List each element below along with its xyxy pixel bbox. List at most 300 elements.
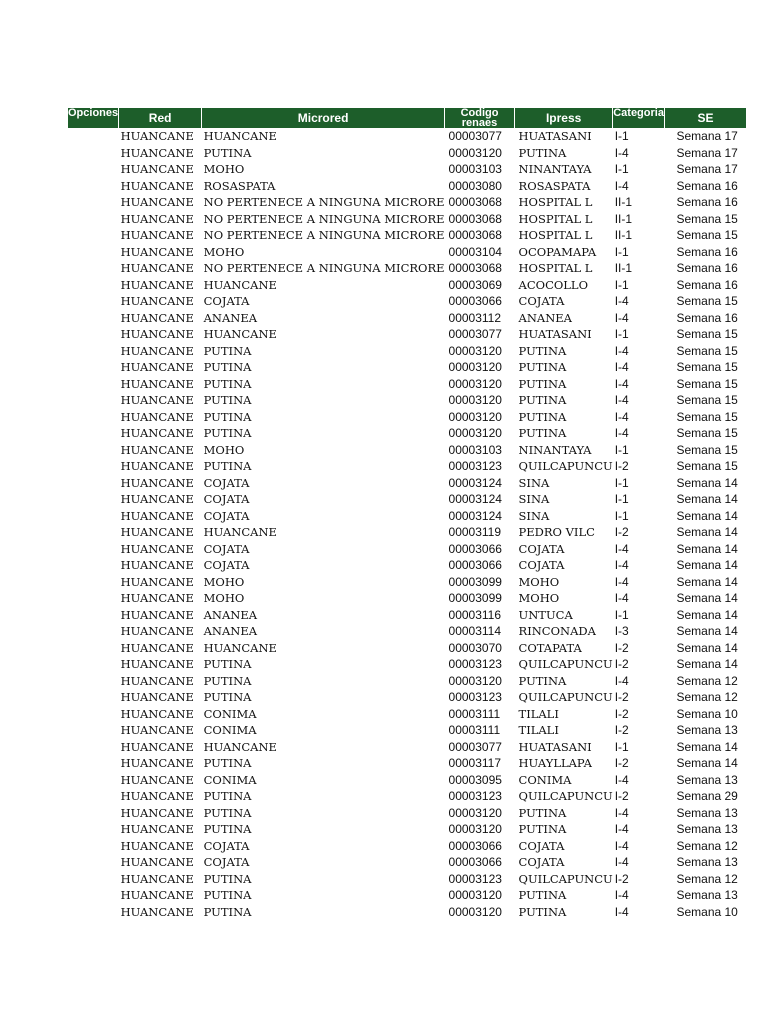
cell-microred[interactable]: PUTINA — [203, 409, 252, 424]
cell-categoria[interactable]: I-4 — [614, 310, 629, 325]
cell-categoria[interactable]: I-1 — [614, 327, 629, 342]
cell-codigo-renaes[interactable]: 00003124 — [448, 475, 502, 490]
cell-codigo-renaes[interactable]: 00003116 — [448, 607, 502, 622]
cell-categoria[interactable]: I-4 — [614, 558, 629, 573]
cell-categoria[interactable]: I-4 — [614, 822, 629, 837]
cell-microred[interactable]: COJATA — [203, 294, 250, 309]
cell-categoria[interactable]: II-1 — [614, 228, 633, 243]
cell-ipress[interactable]: HOSPITAL L — [518, 261, 593, 276]
cell-categoria[interactable]: I-4 — [614, 805, 629, 820]
cell-ipress[interactable]: TILALI — [518, 723, 559, 738]
cell-opciones[interactable] — [68, 788, 119, 805]
cell-se[interactable]: Semana 14 — [676, 756, 738, 771]
cell-microred[interactable]: PUTINA — [203, 393, 252, 408]
cell-microred[interactable]: PUTINA — [203, 673, 252, 688]
cell-ipress[interactable]: SINA — [518, 475, 550, 490]
cell-ipress[interactable]: PUTINA — [518, 904, 567, 919]
cell-red[interactable]: HUANCANE — [120, 310, 194, 325]
cell-codigo-renaes[interactable]: 00003077 — [448, 129, 502, 144]
cell-red[interactable]: HUANCANE — [120, 789, 194, 804]
cell-ipress[interactable]: MOHO — [518, 591, 560, 606]
cell-red[interactable]: HUANCANE — [120, 442, 194, 457]
cell-opciones[interactable] — [68, 772, 119, 789]
cell-red[interactable]: HUANCANE — [120, 178, 194, 193]
cell-microred[interactable]: HUANCANE — [203, 277, 277, 292]
cell-ipress[interactable]: PUTINA — [518, 409, 567, 424]
cell-opciones[interactable] — [68, 376, 119, 393]
cell-codigo-renaes[interactable]: 00003103 — [448, 162, 502, 177]
cell-se[interactable]: Semana 16 — [676, 310, 738, 325]
cell-ipress[interactable]: PUTINA — [518, 376, 567, 391]
cell-microred[interactable]: CONIMA — [203, 772, 257, 787]
cell-categoria[interactable]: I-4 — [614, 855, 629, 870]
cell-se[interactable]: Semana 14 — [676, 624, 738, 639]
cell-opciones[interactable] — [68, 854, 119, 871]
cell-se[interactable]: Semana 15 — [676, 393, 738, 408]
cell-codigo-renaes[interactable]: 00003120 — [448, 393, 502, 408]
cell-codigo-renaes[interactable]: 00003103 — [448, 442, 502, 457]
cell-codigo-renaes[interactable]: 00003066 — [448, 558, 502, 573]
cell-microred[interactable]: ROSASPATA — [203, 178, 276, 193]
cell-se[interactable]: Semana 14 — [676, 492, 738, 507]
cell-opciones[interactable] — [68, 871, 119, 888]
cell-red[interactable]: HUANCANE — [120, 459, 194, 474]
header-categoria[interactable]: Categoria — [613, 108, 665, 128]
cell-se[interactable]: Semana 15 — [676, 228, 738, 243]
cell-codigo-renaes[interactable]: 00003066 — [448, 838, 502, 853]
cell-se[interactable]: Semana 15 — [676, 459, 738, 474]
cell-ipress[interactable]: QUILCAPUNCU — [518, 657, 613, 672]
cell-ipress[interactable]: COJATA — [518, 855, 565, 870]
cell-codigo-renaes[interactable]: 00003068 — [448, 228, 502, 243]
cell-codigo-renaes[interactable]: 00003080 — [448, 178, 502, 193]
cell-ipress[interactable]: HOSPITAL L — [518, 195, 593, 210]
cell-opciones[interactable] — [68, 194, 119, 211]
cell-opciones[interactable] — [68, 128, 119, 145]
cell-ipress[interactable]: HUATASANI — [518, 739, 592, 754]
cell-microred[interactable]: ANANEA — [203, 624, 258, 639]
cell-codigo-renaes[interactable]: 00003120 — [448, 426, 502, 441]
cell-ipress[interactable]: RINCONADA — [518, 624, 596, 639]
cell-ipress[interactable]: OCOPAMAPA — [518, 244, 597, 259]
cell-red[interactable]: HUANCANE — [120, 145, 194, 160]
cell-se[interactable]: Semana 15 — [676, 360, 738, 375]
cell-se[interactable]: Semana 13 — [676, 723, 738, 738]
cell-categoria[interactable]: I-4 — [614, 145, 629, 160]
cell-ipress[interactable]: PUTINA — [518, 360, 567, 375]
cell-red[interactable]: HUANCANE — [120, 607, 194, 622]
cell-codigo-renaes[interactable]: 00003066 — [448, 541, 502, 556]
cell-categoria[interactable]: I-4 — [614, 409, 629, 424]
cell-red[interactable]: HUANCANE — [120, 277, 194, 292]
cell-microred[interactable]: NO PERTENECE A NINGUNA MICRORE — [203, 261, 445, 276]
cell-ipress[interactable]: PUTINA — [518, 805, 567, 820]
cell-codigo-renaes[interactable]: 00003120 — [448, 376, 502, 391]
cell-se[interactable]: Semana 12 — [676, 690, 738, 705]
header-codigo-renaes[interactable]: Codigo renaes — [445, 108, 515, 128]
cell-se[interactable]: Semana 15 — [676, 294, 738, 309]
cell-microred[interactable]: PUTINA — [203, 145, 252, 160]
cell-red[interactable]: HUANCANE — [120, 805, 194, 820]
cell-categoria[interactable]: I-1 — [614, 492, 629, 507]
header-red[interactable]: Red — [119, 108, 202, 128]
cell-codigo-renaes[interactable]: 00003123 — [448, 657, 502, 672]
cell-red[interactable]: HUANCANE — [120, 756, 194, 771]
cell-microred[interactable]: NO PERTENECE A NINGUNA MICRORE — [203, 195, 445, 210]
cell-opciones[interactable] — [68, 508, 119, 525]
cell-ipress[interactable]: PUTINA — [518, 145, 567, 160]
cell-se[interactable]: Semana 10 — [676, 904, 738, 919]
cell-se[interactable]: Semana 15 — [676, 343, 738, 358]
cell-ipress[interactable]: UNTUCA — [518, 607, 573, 622]
cell-red[interactable]: HUANCANE — [120, 574, 194, 589]
cell-opciones[interactable] — [68, 293, 119, 310]
cell-red[interactable]: HUANCANE — [120, 690, 194, 705]
cell-microred[interactable]: HUANCANE — [203, 129, 277, 144]
cell-microred[interactable]: MOHO — [203, 162, 245, 177]
cell-ipress[interactable]: COJATA — [518, 294, 565, 309]
cell-red[interactable]: HUANCANE — [120, 244, 194, 259]
cell-se[interactable]: Semana 14 — [676, 640, 738, 655]
cell-opciones[interactable] — [68, 326, 119, 343]
cell-microred[interactable]: COJATA — [203, 558, 250, 573]
cell-se[interactable]: Semana 12 — [676, 838, 738, 853]
cell-ipress[interactable]: QUILCAPUNCU — [518, 690, 613, 705]
cell-categoria[interactable]: I-4 — [614, 294, 629, 309]
cell-red[interactable]: HUANCANE — [120, 409, 194, 424]
cell-se[interactable]: Semana 17 — [676, 162, 738, 177]
cell-codigo-renaes[interactable]: 00003120 — [448, 904, 502, 919]
cell-opciones[interactable] — [68, 491, 119, 508]
cell-se[interactable]: Semana 15 — [676, 376, 738, 391]
header-microred[interactable]: Microred — [202, 108, 445, 128]
cell-red[interactable]: HUANCANE — [120, 871, 194, 886]
cell-categoria[interactable]: I-2 — [614, 756, 629, 771]
cell-se[interactable]: Semana 12 — [676, 871, 738, 886]
cell-microred[interactable]: PUTINA — [203, 871, 252, 886]
cell-red[interactable]: HUANCANE — [120, 294, 194, 309]
cell-opciones[interactable] — [68, 689, 119, 706]
cell-ipress[interactable]: QUILCAPUNCU — [518, 789, 613, 804]
cell-ipress[interactable]: HOSPITAL L — [518, 211, 593, 226]
cell-opciones[interactable] — [68, 821, 119, 838]
header-se[interactable]: SE — [664, 108, 746, 128]
cell-codigo-renaes[interactable]: 00003124 — [448, 508, 502, 523]
cell-opciones[interactable] — [68, 359, 119, 376]
cell-categoria[interactable]: I-4 — [614, 541, 629, 556]
cell-red[interactable]: HUANCANE — [120, 855, 194, 870]
cell-codigo-renaes[interactable]: 00003077 — [448, 739, 502, 754]
cell-microred[interactable]: ANANEA — [203, 607, 258, 622]
cell-red[interactable]: HUANCANE — [120, 525, 194, 540]
cell-codigo-renaes[interactable]: 00003120 — [448, 888, 502, 903]
cell-red[interactable]: HUANCANE — [120, 640, 194, 655]
cell-codigo-renaes[interactable]: 00003066 — [448, 294, 502, 309]
cell-categoria[interactable]: I-1 — [614, 508, 629, 523]
cell-se[interactable]: Semana 16 — [676, 277, 738, 292]
cell-red[interactable]: HUANCANE — [120, 195, 194, 210]
cell-opciones[interactable] — [68, 392, 119, 409]
cell-opciones[interactable] — [68, 904, 119, 921]
cell-categoria[interactable]: I-4 — [614, 393, 629, 408]
cell-codigo-renaes[interactable]: 00003120 — [448, 673, 502, 688]
cell-red[interactable]: HUANCANE — [120, 376, 194, 391]
cell-microred[interactable]: PUTINA — [203, 657, 252, 672]
cell-categoria[interactable]: I-4 — [614, 360, 629, 375]
cell-opciones[interactable] — [68, 227, 119, 244]
cell-microred[interactable]: PUTINA — [203, 756, 252, 771]
cell-microred[interactable]: PUTINA — [203, 822, 252, 837]
cell-microred[interactable]: HUANCANE — [203, 525, 277, 540]
cell-categoria[interactable]: I-1 — [614, 739, 629, 754]
cell-categoria[interactable]: I-4 — [614, 376, 629, 391]
cell-microred[interactable]: PUTINA — [203, 904, 252, 919]
cell-se[interactable]: Semana 29 — [676, 789, 738, 804]
cell-red[interactable]: HUANCANE — [120, 591, 194, 606]
cell-opciones[interactable] — [68, 887, 119, 904]
cell-codigo-renaes[interactable]: 00003070 — [448, 640, 502, 655]
cell-ipress[interactable]: COJATA — [518, 558, 565, 573]
cell-opciones[interactable] — [68, 178, 119, 195]
header-ipress[interactable]: Ipress — [515, 108, 613, 128]
cell-codigo-renaes[interactable]: 00003066 — [448, 855, 502, 870]
cell-red[interactable]: HUANCANE — [120, 162, 194, 177]
cell-opciones[interactable] — [68, 706, 119, 723]
cell-opciones[interactable] — [68, 211, 119, 228]
cell-categoria[interactable]: I-1 — [614, 129, 629, 144]
cell-opciones[interactable] — [68, 458, 119, 475]
cell-red[interactable]: HUANCANE — [120, 624, 194, 639]
cell-opciones[interactable] — [68, 425, 119, 442]
cell-microred[interactable]: NO PERTENECE A NINGUNA MICRORE — [203, 228, 445, 243]
cell-opciones[interactable] — [68, 244, 119, 261]
cell-categoria[interactable]: II-1 — [614, 211, 633, 226]
cell-ipress[interactable]: NINANTAYA — [518, 162, 592, 177]
cell-red[interactable]: HUANCANE — [120, 508, 194, 523]
cell-codigo-renaes[interactable]: 00003099 — [448, 574, 502, 589]
cell-categoria[interactable]: I-4 — [614, 772, 629, 787]
cell-microred[interactable]: PUTINA — [203, 805, 252, 820]
cell-ipress[interactable]: HUAYLLAPA — [518, 756, 592, 771]
cell-categoria[interactable]: I-3 — [614, 624, 629, 639]
cell-microred[interactable]: COJATA — [203, 475, 250, 490]
cell-se[interactable]: Semana 17 — [676, 129, 738, 144]
cell-microred[interactable]: ANANEA — [203, 310, 258, 325]
cell-categoria[interactable]: I-2 — [614, 706, 629, 721]
cell-red[interactable]: HUANCANE — [120, 541, 194, 556]
cell-red[interactable]: HUANCANE — [120, 228, 194, 243]
cell-se[interactable]: Semana 14 — [676, 739, 738, 754]
cell-opciones[interactable] — [68, 640, 119, 657]
cell-red[interactable]: HUANCANE — [120, 706, 194, 721]
cell-se[interactable]: Semana 13 — [676, 855, 738, 870]
cell-categoria[interactable]: I-4 — [614, 574, 629, 589]
cell-ipress[interactable]: PUTINA — [518, 673, 567, 688]
cell-categoria[interactable]: I-2 — [614, 723, 629, 738]
cell-categoria[interactable]: I-1 — [614, 607, 629, 622]
cell-categoria[interactable]: I-1 — [614, 277, 629, 292]
cell-codigo-renaes[interactable]: 00003123 — [448, 789, 502, 804]
cell-se[interactable]: Semana 16 — [676, 261, 738, 276]
cell-ipress[interactable]: PUTINA — [518, 822, 567, 837]
cell-microred[interactable]: NO PERTENECE A NINGUNA MICRORE — [203, 211, 445, 226]
cell-codigo-renaes[interactable]: 00003111 — [448, 706, 501, 721]
cell-opciones[interactable] — [68, 623, 119, 640]
cell-red[interactable]: HUANCANE — [120, 343, 194, 358]
cell-codigo-renaes[interactable]: 00003120 — [448, 805, 502, 820]
cell-opciones[interactable] — [68, 574, 119, 591]
cell-categoria[interactable]: II-1 — [614, 195, 633, 210]
cell-red[interactable]: HUANCANE — [120, 772, 194, 787]
cell-microred[interactable]: PUTINA — [203, 343, 252, 358]
cell-ipress[interactable]: QUILCAPUNCU — [518, 459, 613, 474]
cell-red[interactable]: HUANCANE — [120, 673, 194, 688]
cell-categoria[interactable]: I-2 — [614, 525, 629, 540]
cell-codigo-renaes[interactable]: 00003123 — [448, 690, 502, 705]
cell-microred[interactable]: PUTINA — [203, 888, 252, 903]
cell-categoria[interactable]: I-4 — [614, 838, 629, 853]
cell-codigo-renaes[interactable]: 00003104 — [448, 244, 502, 259]
cell-ipress[interactable]: SINA — [518, 492, 550, 507]
cell-se[interactable]: Semana 15 — [676, 409, 738, 424]
cell-categoria[interactable]: I-4 — [614, 888, 629, 903]
cell-codigo-renaes[interactable]: 00003123 — [448, 459, 502, 474]
cell-red[interactable]: HUANCANE — [120, 426, 194, 441]
cell-categoria[interactable]: I-2 — [614, 459, 629, 474]
cell-opciones[interactable] — [68, 755, 119, 772]
cell-opciones[interactable] — [68, 409, 119, 426]
cell-red[interactable]: HUANCANE — [120, 492, 194, 507]
cell-se[interactable]: Semana 14 — [676, 525, 738, 540]
cell-ipress[interactable]: COTAPATA — [518, 640, 582, 655]
cell-se[interactable]: Semana 13 — [676, 888, 738, 903]
cell-red[interactable]: HUANCANE — [120, 838, 194, 853]
cell-microred[interactable]: MOHO — [203, 574, 245, 589]
cell-opciones[interactable] — [68, 722, 119, 739]
cell-ipress[interactable]: TILALI — [518, 706, 559, 721]
cell-ipress[interactable]: ACOCOLLO — [518, 277, 588, 292]
cell-ipress[interactable]: PUTINA — [518, 393, 567, 408]
cell-categoria[interactable]: I-4 — [614, 178, 629, 193]
cell-se[interactable]: Semana 14 — [676, 475, 738, 490]
cell-microred[interactable]: MOHO — [203, 591, 245, 606]
cell-se[interactable]: Semana 14 — [676, 541, 738, 556]
cell-microred[interactable]: COJATA — [203, 541, 250, 556]
cell-ipress[interactable]: HOSPITAL L — [518, 228, 593, 243]
cell-codigo-renaes[interactable]: 00003120 — [448, 409, 502, 424]
cell-codigo-renaes[interactable]: 00003077 — [448, 327, 502, 342]
cell-red[interactable]: HUANCANE — [120, 129, 194, 144]
cell-red[interactable]: HUANCANE — [120, 261, 194, 276]
cell-red[interactable]: HUANCANE — [120, 327, 194, 342]
cell-se[interactable]: Semana 14 — [676, 508, 738, 523]
cell-microred[interactable]: HUANCANE — [203, 739, 277, 754]
cell-se[interactable]: Semana 15 — [676, 426, 738, 441]
cell-se[interactable]: Semana 14 — [676, 558, 738, 573]
cell-se[interactable]: Semana 14 — [676, 657, 738, 672]
cell-ipress[interactable]: HUATASANI — [518, 327, 592, 342]
cell-microred[interactable]: PUTINA — [203, 426, 252, 441]
cell-red[interactable]: HUANCANE — [120, 475, 194, 490]
cell-red[interactable]: HUANCANE — [120, 822, 194, 837]
cell-opciones[interactable] — [68, 739, 119, 756]
cell-opciones[interactable] — [68, 607, 119, 624]
cell-opciones[interactable] — [68, 145, 119, 162]
cell-ipress[interactable]: ANANEA — [518, 310, 572, 325]
cell-se[interactable]: Semana 10 — [676, 706, 738, 721]
cell-microred[interactable]: PUTINA — [203, 690, 252, 705]
cell-ipress[interactable]: HUATASANI — [518, 129, 592, 144]
cell-microred[interactable]: PUTINA — [203, 459, 252, 474]
header-opciones[interactable]: Opciones — [68, 108, 119, 128]
cell-categoria[interactable]: I-1 — [614, 475, 629, 490]
cell-microred[interactable]: MOHO — [203, 442, 245, 457]
cell-categoria[interactable]: I-2 — [614, 640, 629, 655]
cell-ipress[interactable]: COJATA — [518, 838, 565, 853]
cell-red[interactable]: HUANCANE — [120, 723, 194, 738]
cell-se[interactable]: Semana 12 — [676, 673, 738, 688]
cell-opciones[interactable] — [68, 656, 119, 673]
cell-ipress[interactable]: PUTINA — [518, 343, 567, 358]
cell-microred[interactable]: CONIMA — [203, 706, 257, 721]
cell-codigo-renaes[interactable]: 00003123 — [448, 871, 502, 886]
cell-codigo-renaes[interactable]: 00003068 — [448, 211, 502, 226]
cell-codigo-renaes[interactable]: 00003069 — [448, 277, 502, 292]
cell-red[interactable]: HUANCANE — [120, 888, 194, 903]
cell-se[interactable]: Semana 13 — [676, 772, 738, 787]
cell-codigo-renaes[interactable]: 00003120 — [448, 822, 502, 837]
cell-categoria[interactable]: I-1 — [614, 162, 629, 177]
cell-microred[interactable]: COJATA — [203, 855, 250, 870]
cell-codigo-renaes[interactable]: 00003119 — [448, 525, 502, 540]
cell-se[interactable]: Semana 13 — [676, 822, 738, 837]
cell-red[interactable]: HUANCANE — [120, 393, 194, 408]
cell-microred[interactable]: COJATA — [203, 492, 250, 507]
cell-red[interactable]: HUANCANE — [120, 211, 194, 226]
cell-opciones[interactable] — [68, 442, 119, 459]
cell-opciones[interactable] — [68, 557, 119, 574]
cell-categoria[interactable]: I-4 — [614, 343, 629, 358]
cell-codigo-renaes[interactable]: 00003120 — [448, 145, 502, 160]
cell-categoria[interactable]: I-1 — [614, 442, 629, 457]
cell-codigo-renaes[interactable]: 00003112 — [448, 310, 502, 325]
cell-opciones[interactable] — [68, 590, 119, 607]
cell-codigo-renaes[interactable]: 00003095 — [448, 772, 502, 787]
cell-opciones[interactable] — [68, 838, 119, 855]
cell-categoria[interactable]: I-4 — [614, 673, 629, 688]
cell-categoria[interactable]: I-4 — [614, 904, 629, 919]
cell-se[interactable]: Semana 14 — [676, 591, 738, 606]
cell-se[interactable]: Semana 15 — [676, 211, 738, 226]
cell-red[interactable]: HUANCANE — [120, 657, 194, 672]
cell-opciones[interactable] — [68, 475, 119, 492]
cell-microred[interactable]: HUANCANE — [203, 640, 277, 655]
cell-microred[interactable]: CONIMA — [203, 723, 257, 738]
cell-ipress[interactable]: CONIMA — [518, 772, 572, 787]
cell-opciones[interactable] — [68, 343, 119, 360]
cell-opciones[interactable] — [68, 260, 119, 277]
cell-red[interactable]: HUANCANE — [120, 558, 194, 573]
cell-ipress[interactable]: ROSASPATA — [518, 178, 591, 193]
cell-opciones[interactable] — [68, 805, 119, 822]
cell-opciones[interactable] — [68, 277, 119, 294]
cell-microred[interactable]: PUTINA — [203, 360, 252, 375]
cell-ipress[interactable]: MOHO — [518, 574, 560, 589]
cell-opciones[interactable] — [68, 541, 119, 558]
cell-ipress[interactable]: PEDRO VILC — [518, 525, 595, 540]
cell-categoria[interactable]: I-1 — [614, 244, 629, 259]
cell-microred[interactable]: COJATA — [203, 838, 250, 853]
